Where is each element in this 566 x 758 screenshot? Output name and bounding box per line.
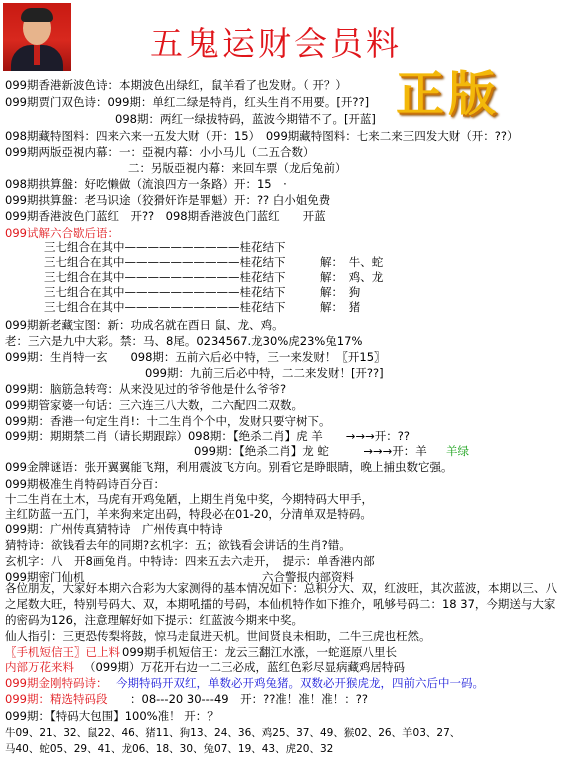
line-accurate-poem-1: 十二生肖在土木，马虎有开鸡兔陋，上期生肖兔中奖，今期特码大甲手，: [5, 492, 373, 506]
line-hidden-picture: 098期藏特图料：四来六来一五发大财（开：15） 099期藏特图料：七来二来三四发大财（开：??）: [5, 129, 519, 143]
line-immortal-guide: 仙人指引：三更恐传梨将鼓，惊马走鼠进天机。世间贤良未相助，二牛三虎也枉然。: [5, 629, 431, 643]
photo-hair: [21, 8, 53, 22]
line-kill-result: 羊绿: [446, 444, 469, 458]
line-wanhua-label: 内部万花来料: [5, 660, 74, 674]
line-riddle-heading: 099试解六合歇后语：: [5, 226, 119, 240]
line-gold-riddle: 099金牌谜语：张开翼翼能飞翔，利用震波飞方向。别看它是睁眼睛，晚上捕虫数它强。: [5, 460, 453, 474]
line-wave-color-poem: 099期香港新波色诗：本期波色出绿红，鼠羊看了也发财。（ 开？）: [5, 78, 347, 92]
line-wave-door: 099期香港波色门蓝红 开?? 098期香港波色门蓝红 开蓝: [5, 209, 326, 223]
line-ban-two-zodiac: 099期：期期禁二肖（请长期跟踪）098期：【绝杀二肖】虎 羊 →→→开：??: [5, 429, 410, 443]
photo-tie: [34, 45, 40, 65]
line-abacus-current: 099期拱算盤：老马识途（狡猾奸诈是罪魁）开：?? 白小姐免费: [5, 193, 331, 207]
line-riddle-1: 三七组合在其中——————————桂花结下: [44, 240, 286, 254]
line-zodiac-mystery-2: 099期：九前三后必中特，二二来发财！[开??]: [145, 366, 384, 380]
line-riddle-4: 三七组合在其中——————————桂花结下 解： 狗: [44, 285, 361, 299]
line-guangzhou-fax: 099期：广州传真猜特诗 广州传真中特诗: [5, 522, 223, 536]
line-atv-inside-2: 二：另版亞視内幕：来回车票（龙后兔前）: [128, 161, 347, 175]
line-accurate-poem-2: 主红防蓝一五门，羊来狗来定出码，特段必在01-20，分清单双是特码。: [5, 507, 372, 521]
line-alert-heading: 六合警报内部资料: [262, 570, 354, 584]
line-kill-two-zodiac: 099期：【绝杀二肖】龙 蛇 →→→开：羊: [194, 444, 427, 458]
line-segment-label: 099期：精选特码段: [5, 692, 108, 706]
line-riddle-3: 三七组合在其中——————————桂花结下 解： 鸡、龙: [44, 270, 384, 284]
line-treasure-map: 099期新老藏宝图：新：功成名就在酉日 鼠、龙、鸡。: [5, 318, 284, 332]
line-riddle-5: 三七组合在其中——————————桂花结下 解： 猪: [44, 300, 361, 314]
line-jia-men-poem: 099期贾门双色诗：099期：单红二绿是特肖，红头生肖不用要。[开??]: [5, 95, 370, 109]
line-sms-king: 099期手机短信王：龙云三翻江水涨，一蛇逛原八里长: [122, 645, 397, 659]
line-hk-one-sentence: 099期：香港一句定生肖!：十二生肖个个中，发财只要守树下。: [5, 414, 331, 428]
line-surround-numbers-2: 马40、蛇05、29、41、龙06、18、30、兔07、19、43、虎20、32: [5, 743, 334, 755]
line-brain-teaser: 099期：脑筋急转弯：从来没见过的爷爷他是什么爷爷?: [5, 382, 287, 396]
secret-paragraph: 各位朋友，大家好本期六合彩为大家测得的基本情况如下：总积分大、双，红波旺，其次蓝波，本期以三、八之尾数大旺，特别号码大、双，本期吼擂的号码，本仙机特作如下推介，吼够号码二：18 37，今期送与大家的密码为126，注意理解好如下提示：红蓝波今期来中奖。: [5, 581, 557, 627]
line-treasure-old: 老：三六是九中大彩。禁：马、8尾。0234567.龙30%虎23%兔17%: [5, 334, 363, 348]
line-surround-numbers-1: 牛09、21、32、鼠22、46、猪11、狗13、24、36、鸡25、37、49、猴02、26、羊03、27、: [5, 727, 461, 739]
line-vajra-poem: 今期特码开双红，单数必开鸡兔猪。双数必开猴虎龙，四前六后中一码。: [116, 676, 484, 690]
line-segment-values: ：08---20 30---49 开：??准！准！准！：??: [130, 692, 369, 706]
page-title: 五鬼运财会员料: [150, 24, 402, 63]
line-abacus-prev: 098期拱算盤：好吃懒做（流浪四方一条路）开：15 ·: [5, 177, 287, 191]
line-guess-poem: 猜特诗：欲钱看去年的同期?玄机字：五；欲钱看会讲话的生肖?错。: [5, 538, 351, 552]
line-mystery-char: 玄机字：八 开8画兔肖。中特诗：四来五去六走开， 提示：单香港内部: [5, 554, 375, 568]
line-housekeeper: 099期管家婆一句话：三六连三八大数，二六配四二双数。: [5, 398, 303, 412]
line-secret-heading: 099期密门仙机: [5, 570, 85, 584]
line-vajra-label: 099期金刚特码诗：: [5, 676, 108, 690]
genuine-stamp: 正版: [396, 66, 501, 122]
line-zodiac-mystery: 099期：生肖特一玄 098期：五前六后必中特，三一来发财！〖开15〗: [5, 350, 386, 364]
author-photo: [3, 3, 71, 71]
line-sms-king-label: 〖手机短信王〗已上料: [5, 645, 120, 659]
line-atv-inside-1: 099期两版亞視内幕：一：亞視内幕：小小马儿（二五合数）: [5, 145, 315, 159]
line-wanhua: （099期）万花开右边一二三必成，蓝红色彩尽显病藏鸡居特码: [84, 660, 405, 674]
line-surround-heading: 099期：【特码大包围】100%准！ 开：？: [5, 709, 219, 723]
line-jia-men-prev: 098期：两红一绿拔特码，蓝波今期错不了。[开蓝]: [115, 112, 376, 126]
line-riddle-2: 三七组合在其中——————————桂花结下 解： 牛、蛇: [44, 255, 384, 269]
line-accurate-poem-heading: 099期极准生肖特码诗百分百：: [5, 477, 165, 491]
